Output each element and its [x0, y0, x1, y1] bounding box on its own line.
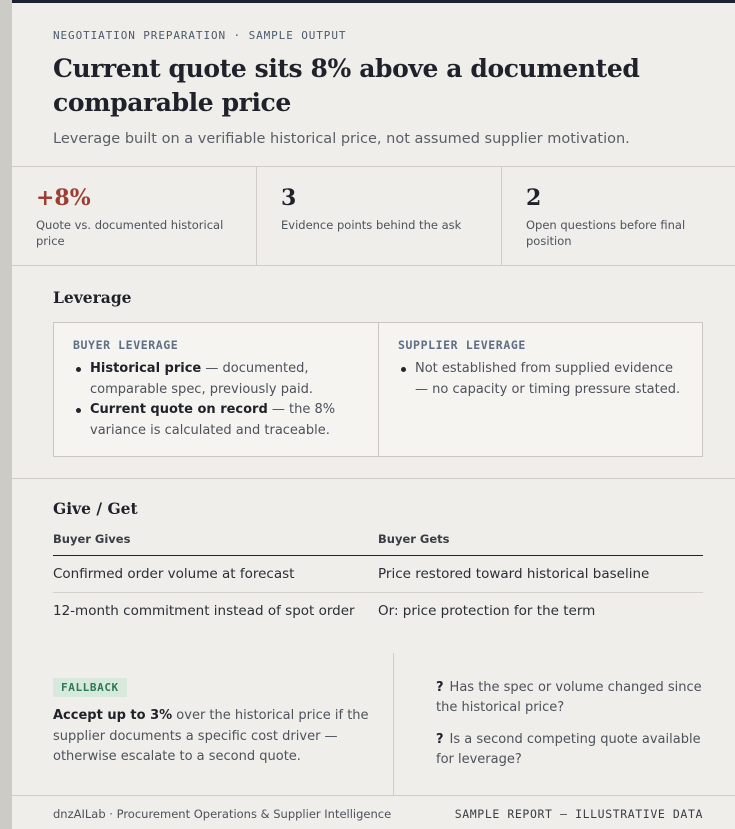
buyer-leverage: [54, 323, 378, 456]
fallback-badge: FALLBACK: [53, 678, 127, 697]
item-text: Not established from supplied evidence — no capacity or timing pressure stated.: [415, 361, 681, 397]
buyer-leverage-list: [73, 359, 364, 441]
cell-gives: Confirmed order volume at forecast: [53, 566, 295, 582]
table-header: [53, 532, 703, 556]
buyer-leverage-heading: BUYER LEVERAGE: [73, 338, 179, 352]
report-header: [12, 3, 735, 167]
list-item: [73, 359, 364, 400]
item-strong: Historical price: [90, 361, 202, 376]
open-questions: [394, 653, 735, 795]
stat-evidence: [257, 167, 502, 265]
item-strong: Current quote on record: [90, 402, 268, 417]
supplier-leverage-list: [398, 359, 688, 400]
cell-gives: 12-month commitment instead of spot order: [53, 602, 355, 619]
supplier-leverage: [378, 323, 702, 456]
table-row: [53, 556, 703, 592]
cell-gets: Price restored toward historical baseline: [378, 566, 650, 582]
fallback-panel: [12, 653, 394, 795]
section-title: Leverage: [53, 288, 132, 307]
stat-value: 3: [281, 185, 297, 211]
supplier-leverage-heading: SUPPLIER LEVERAGE: [398, 338, 526, 352]
give-get-section: [12, 479, 735, 628]
question-mark-icon: ?: [436, 732, 444, 747]
stat-variance: [12, 167, 257, 265]
stat-open-questions: [502, 167, 735, 265]
fallback-rest: over the historical price if the supplier documents a specific cost driver — otherwise escalate to a second quote.: [53, 708, 369, 764]
footer-credit: dnzAILab · Procurement Operations & Supplier Intelligence: [53, 807, 392, 821]
leverage-section: [12, 266, 735, 479]
question-text: Has the spec or volume changed since the historical price?: [436, 680, 702, 715]
page-title: Current quote sits 8% above a documented comparable price: [53, 54, 640, 117]
question-mark-icon: ?: [436, 680, 444, 695]
stat-label: Quote vs. documented historical price: [36, 218, 224, 248]
item-text: — documented, comparable spec, previously paid.: [90, 361, 313, 397]
give-get-table: [53, 532, 703, 628]
stat-value: +8%: [36, 185, 91, 211]
cell-gets: Or: price protection for the term: [378, 602, 596, 619]
question-text: Is a second competing quote available for leverage?: [436, 732, 701, 767]
fallback-strong: Accept up to 3%: [53, 708, 173, 723]
list-item: [398, 359, 688, 400]
footer-disclaimer: SAMPLE REPORT — ILLUSTRATIVE DATA: [454, 807, 703, 821]
fallback-area: [12, 653, 735, 795]
section-title: Give / Get: [53, 499, 138, 518]
column-header-gets: Buyer Gets: [378, 532, 450, 546]
footer: [12, 795, 735, 829]
item-text: — the 8% variance is calculated and traceable.: [90, 402, 336, 438]
table-row: [53, 592, 703, 628]
stats-row: [12, 167, 735, 266]
page-subtitle: Leverage built on a verifiable historical price, not assumed supplier motivation.: [53, 131, 630, 147]
question-item: [436, 730, 715, 770]
stat-label: Open questions before final position: [526, 218, 686, 248]
eyebrow: NEGOTIATION PREPARATION · SAMPLE OUTPUT: [53, 29, 347, 42]
list-item: [73, 400, 364, 441]
report-page: [12, 0, 735, 829]
column-header-gives: Buyer Gives: [53, 532, 131, 546]
stat-label: Evidence points behind the ask: [281, 218, 462, 232]
question-item: [436, 678, 715, 718]
fallback-text: [53, 706, 373, 768]
leverage-grid: [53, 322, 703, 457]
stat-value: 2: [526, 185, 542, 211]
